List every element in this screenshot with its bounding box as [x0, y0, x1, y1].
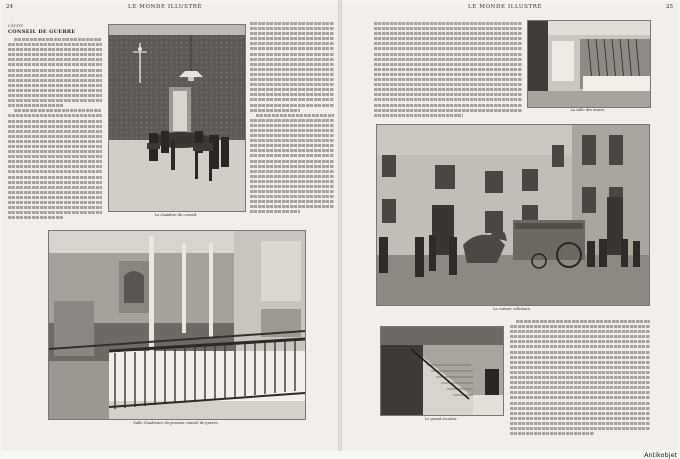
article-title: CONSEIL DE GUERRE: [8, 29, 76, 35]
caption-courtroom: Salle d'audience du premier conseil de guerre.: [133, 421, 219, 425]
watermark-credit: Antikobjet: [644, 451, 677, 459]
right-running-head: LE MONDE ILLUSTRÉ: [468, 4, 543, 10]
section-kicker: L'ÉDITE: [8, 24, 23, 28]
caption-arms-room: La salle des armes.: [570, 108, 606, 112]
right-text-column-top: [374, 22, 522, 119]
bottom-band: [0, 451, 680, 459]
photo-council-chamber: [108, 24, 246, 212]
photo-arms-room: [527, 20, 651, 108]
photo-courtroom: [48, 230, 306, 420]
caption-courtyard-van: La voiture cellulaire.: [493, 307, 531, 311]
right-page-number: 25: [666, 4, 673, 10]
right-text-column-bottom: [510, 320, 650, 437]
left-text-column: [8, 22, 102, 221]
caption-council-chamber: La chambre du conseil.: [154, 213, 198, 217]
photo-staircase: [380, 326, 504, 416]
left-page-number: 24: [6, 4, 13, 10]
caption-staircase: Le grand escalier.: [424, 417, 458, 421]
spine-gutter: [338, 0, 342, 451]
photo-courtyard-van: [376, 124, 650, 306]
left-running-head: LE MONDE ILLUSTRÉ: [128, 4, 203, 10]
left-text-column-2: [250, 22, 334, 216]
